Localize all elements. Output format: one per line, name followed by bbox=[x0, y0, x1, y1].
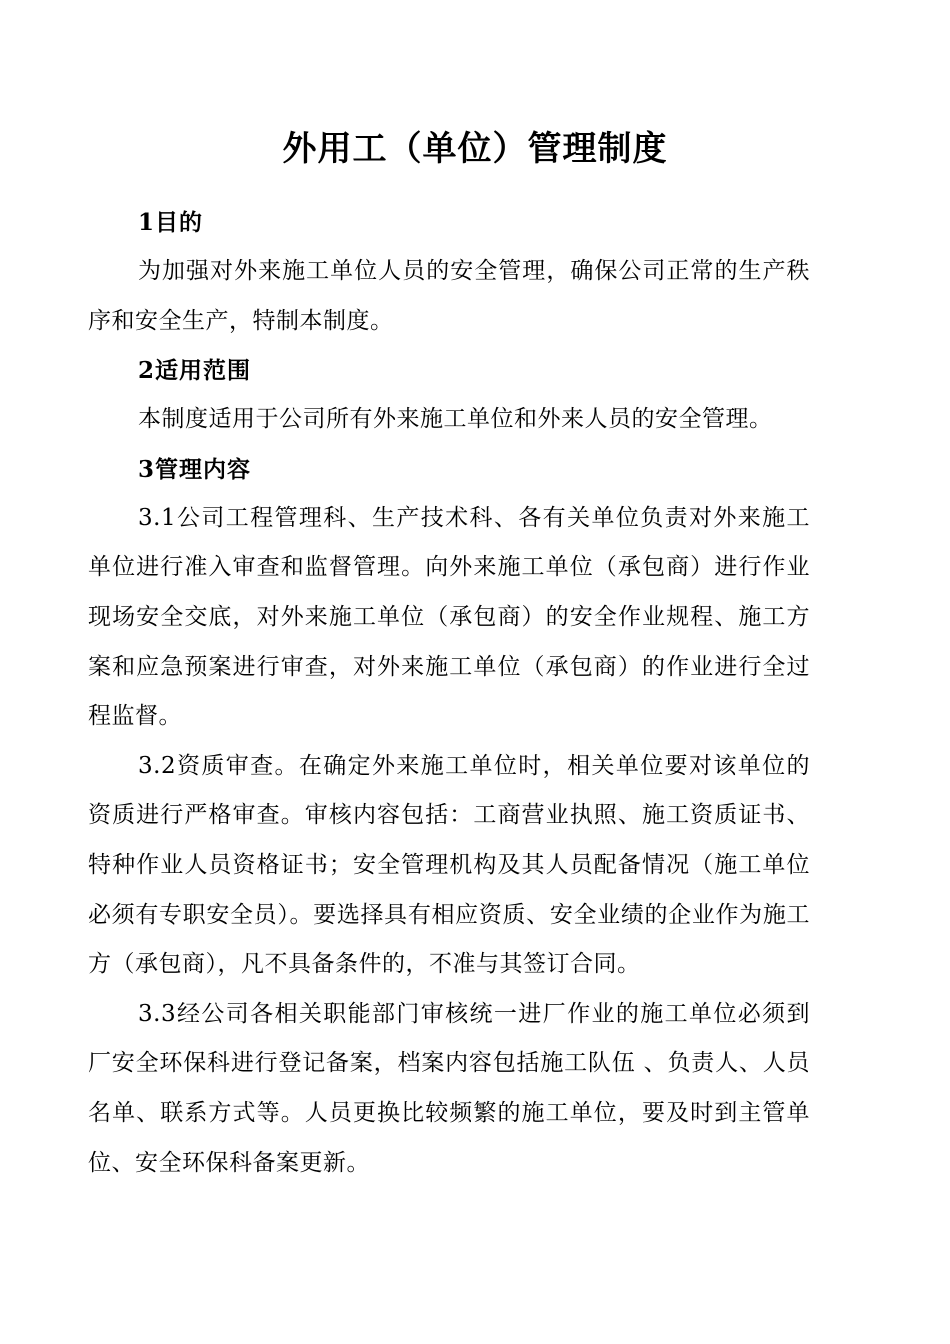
paragraph-purpose: 为加强对外来施工单位人员的安全管理，确保公司正常的生产秩序和安全生产，特制本制度。 bbox=[88, 258, 810, 334]
paragraph-3-1: 3.1公司工程管理科、生产技术科、各有关单位负责对外来施工单位进行准入审查和监督管理。向外来施工单位（承包商）进行作业现场安全交底，对外来施工单位（承包商）的安全作业规程、施工方案和应急预案进行审查，对外来施工单位（承包商）的作业进行全过程监督。 bbox=[88, 504, 810, 730]
section-heading-scope: 2适用范围 bbox=[138, 357, 252, 385]
document-body bbox=[88, 198, 810, 1188]
paragraph-3-3: 3.3经公司各相关职能部门审核统一进厂作业的施工单位必须到厂安全环保科进行登记备案，档案内容包括施工队伍 、负责人、人员名单、联系方式等。人员更换比较频繁的施工单位，要及时到主管单位、安全环保科备案更新。 bbox=[88, 1000, 810, 1176]
paragraph-3-2: 3.2资质审查。在确定外来施工单位时，相关单位要对该单位的资质进行严格审查。审核内容包括：工商营业执照、施工资质证书、特种作业人员资格证书；安全管理机构及其人员配备情况（施工单位必须有专职安全员）。要选择具有相应资质、安全业绩的企业作为施工方（承包商），凡不具备条件的，不准与其签订合同。 bbox=[88, 752, 810, 978]
document-title: 外用工（单位）管理制度 bbox=[282, 129, 668, 169]
section-heading-purpose: 1目的 bbox=[138, 209, 204, 236]
section-heading-management: 3管理内容 bbox=[138, 455, 252, 483]
paragraph-scope: 本制度适用于公司所有外来施工单位和外来人员的安全管理。 bbox=[138, 406, 773, 433]
